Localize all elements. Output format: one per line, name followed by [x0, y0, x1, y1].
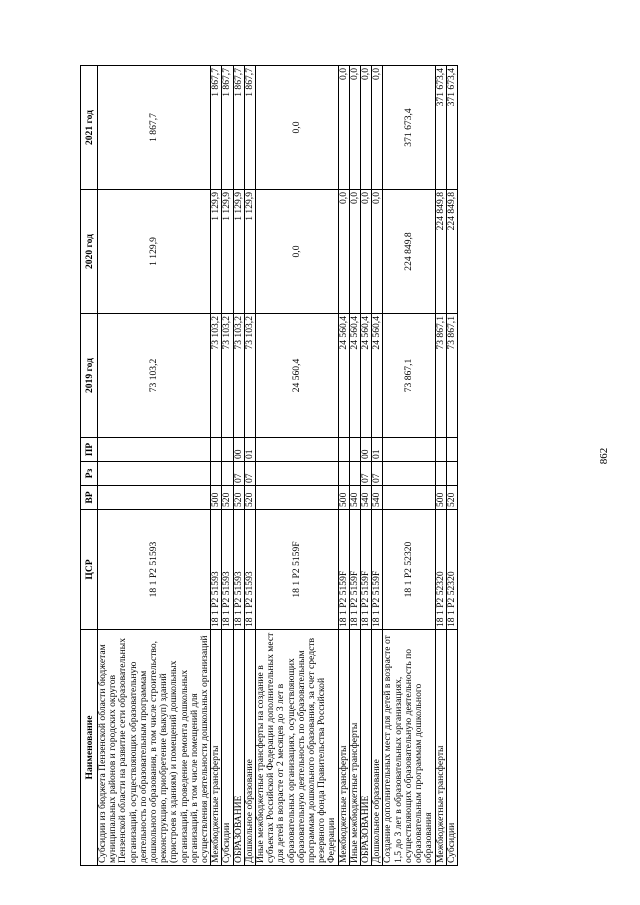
table-row [372, 66, 383, 866]
cell-csr: 18 1 P2 5159F [338, 510, 349, 630]
cell-rz [349, 462, 360, 486]
cell-2021: 0,0 [256, 66, 339, 190]
table-row [383, 66, 435, 866]
cell-2021: 1 867,7 [233, 66, 244, 190]
cell-name: Субсидии [446, 630, 457, 866]
cell-csr: 18 1 P2 52320 [383, 510, 435, 630]
table-row [338, 66, 349, 866]
cell-2020: 0,0 [338, 190, 349, 314]
header-name: Наименование [81, 630, 98, 866]
cell-pr: 01 [372, 438, 383, 462]
cell-vr: 540 [361, 486, 372, 510]
cell-2020: 0,0 [372, 190, 383, 314]
cell-2019: 73 103,2 [98, 314, 211, 438]
cell-pr [435, 438, 446, 462]
cell-csr: 18 1 P2 5159F [361, 510, 372, 630]
header-2019: 2019 год [81, 314, 98, 438]
cell-2019: 73 103,2 [233, 314, 244, 438]
cell-2021: 0,0 [349, 66, 360, 190]
cell-name: Межбюджетные трансферты [435, 630, 446, 866]
cell-2019: 24 560,4 [372, 314, 383, 438]
cell-rz [383, 462, 435, 486]
cell-2020: 0,0 [256, 190, 339, 314]
cell-vr: 520 [244, 486, 255, 510]
cell-csr: 18 1 P2 51593 [211, 510, 222, 630]
table-row [98, 66, 211, 866]
table-row [446, 66, 457, 866]
cell-vr: 520 [446, 486, 457, 510]
table-row [349, 66, 360, 866]
header-2020: 2020 год [81, 190, 98, 314]
cell-pr [256, 438, 339, 462]
cell-vr: 520 [233, 486, 244, 510]
cell-name: Межбюджетные трансферты [338, 630, 349, 866]
cell-2019: 73 867,1 [383, 314, 435, 438]
header-vr: ВР [81, 486, 98, 510]
budget-table [80, 65, 458, 866]
cell-name: Дошкольное образование [244, 630, 255, 866]
cell-csr: 18 1 P2 52320 [446, 510, 457, 630]
cell-vr [256, 486, 339, 510]
cell-2019: 73 867,1 [446, 314, 457, 438]
cell-2019: 73 103,2 [244, 314, 255, 438]
cell-name: ОБРАЗОВАНИЕ [361, 630, 372, 866]
cell-vr [383, 486, 435, 510]
cell-2020: 1 129,9 [211, 190, 222, 314]
table-row [435, 66, 446, 866]
cell-rz [98, 462, 211, 486]
cell-rz: 07 [372, 462, 383, 486]
cell-vr: 540 [372, 486, 383, 510]
cell-2020: 1 129,9 [233, 190, 244, 314]
cell-pr [98, 438, 211, 462]
cell-name: Субсидии [222, 630, 233, 866]
cell-csr: 18 1 P2 52320 [435, 510, 446, 630]
cell-2021: 1 867,7 [98, 66, 211, 190]
cell-pr [349, 438, 360, 462]
cell-2019: 73 103,2 [222, 314, 233, 438]
cell-2019: 24 560,4 [256, 314, 339, 438]
cell-rz: 07 [244, 462, 255, 486]
cell-2021: 1 867,7 [211, 66, 222, 190]
cell-csr: 18 1 P2 51593 [233, 510, 244, 630]
cell-csr: 18 1 P2 51593 [222, 510, 233, 630]
cell-2020: 224 849,8 [435, 190, 446, 314]
cell-2020: 224 849,8 [446, 190, 457, 314]
cell-rz [211, 462, 222, 486]
cell-2021: 371 673,4 [446, 66, 457, 190]
table-row [361, 66, 372, 866]
cell-pr: 01 [244, 438, 255, 462]
cell-name: Создание дополнительных мест для детей в возрасте от 1,5 до 3 лет в образовательных организациях, осуществляющих образовательную деятельность по образовательным программам дошкольного образования [383, 630, 435, 866]
table-row [244, 66, 255, 866]
cell-pr: 00 [233, 438, 244, 462]
cell-vr [98, 486, 211, 510]
cell-pr: 00 [361, 438, 372, 462]
cell-csr: 18 1 P2 5159F [256, 510, 339, 630]
cell-2020: 0,0 [361, 190, 372, 314]
cell-2020: 224 849,8 [383, 190, 435, 314]
cell-2020: 1 129,9 [244, 190, 255, 314]
cell-2019: 73 867,1 [435, 314, 446, 438]
cell-rz [222, 462, 233, 486]
cell-pr [211, 438, 222, 462]
cell-csr: 18 1 P2 51593 [244, 510, 255, 630]
cell-csr: 18 1 P2 5159F [349, 510, 360, 630]
cell-pr [383, 438, 435, 462]
cell-name: ОБРАЗОВАНИЕ [233, 630, 244, 866]
cell-csr: 18 1 P2 51593 [98, 510, 211, 630]
cell-vr: 540 [349, 486, 360, 510]
cell-2021: 0,0 [338, 66, 349, 190]
cell-rz [338, 462, 349, 486]
cell-2019: 24 560,4 [349, 314, 360, 438]
cell-pr [446, 438, 457, 462]
header-csr: ЦСР [81, 510, 98, 630]
cell-2019: 24 560,4 [361, 314, 372, 438]
cell-name: Субсидии из бюджета Пензенской области бюджетам муниципальных районов и городских округов Пензенской области на развитие сети образовательных организаций, осуществляющих образовательную деятельность по образовательным программам дошкольного образования, в том числе строительство, реконструкцию, приобретение (выкуп) зданий (пристроев к зданиям) и помещений дошкольных организаций, проведение ремонта дошкольных организаций, в том числе помещений для осуществления деятельности дошкольных организаций [98, 630, 211, 866]
cell-2019: 73 103,2 [211, 314, 222, 438]
cell-2021: 1 867,7 [244, 66, 255, 190]
cell-rz [256, 462, 339, 486]
cell-2020: 1 129,9 [98, 190, 211, 314]
page-number: 862 [598, 447, 610, 465]
table-row [222, 66, 233, 866]
cell-vr: 520 [222, 486, 233, 510]
cell-2021: 0,0 [372, 66, 383, 190]
table-row [233, 66, 244, 866]
cell-name: Иные межбюджетные трансферты [349, 630, 360, 866]
cell-pr [222, 438, 233, 462]
cell-rz [446, 462, 457, 486]
table-header-row [81, 66, 98, 866]
cell-pr [338, 438, 349, 462]
cell-vr: 500 [338, 486, 349, 510]
cell-csr: 18 1 P2 5159F [372, 510, 383, 630]
cell-vr: 500 [211, 486, 222, 510]
cell-2020: 0,0 [349, 190, 360, 314]
cell-2021: 371 673,4 [435, 66, 446, 190]
table-row [211, 66, 222, 866]
rotated-table-wrapper [80, 66, 560, 866]
cell-name: Иные межбюджетные трансферты на создание в субъектах Российской Федерации дополнительных мест для детей в возрасте от 2 месяцев до 3 лет в образовательных организациях, осуществляющих образовательную деятельность по образовательным программам дошкольного образования, за счет средств резервного фонда Правительства Российской Федерации [256, 630, 339, 866]
cell-name: Дошкольное образование [372, 630, 383, 866]
cell-2019: 24 560,4 [338, 314, 349, 438]
cell-rz: 07 [361, 462, 372, 486]
header-pr: ПР [81, 438, 98, 462]
cell-rz [435, 462, 446, 486]
cell-2021: 0,0 [361, 66, 372, 190]
cell-vr: 500 [435, 486, 446, 510]
header-2021: 2021 год [81, 66, 98, 190]
cell-rz: 07 [233, 462, 244, 486]
cell-2020: 1 129,9 [222, 190, 233, 314]
header-rz: Рз [81, 462, 98, 486]
cell-2021: 1 867,7 [222, 66, 233, 190]
cell-name: Межбюджетные трансферты [211, 630, 222, 866]
cell-2021: 371 673,4 [383, 66, 435, 190]
table-row [256, 66, 339, 866]
